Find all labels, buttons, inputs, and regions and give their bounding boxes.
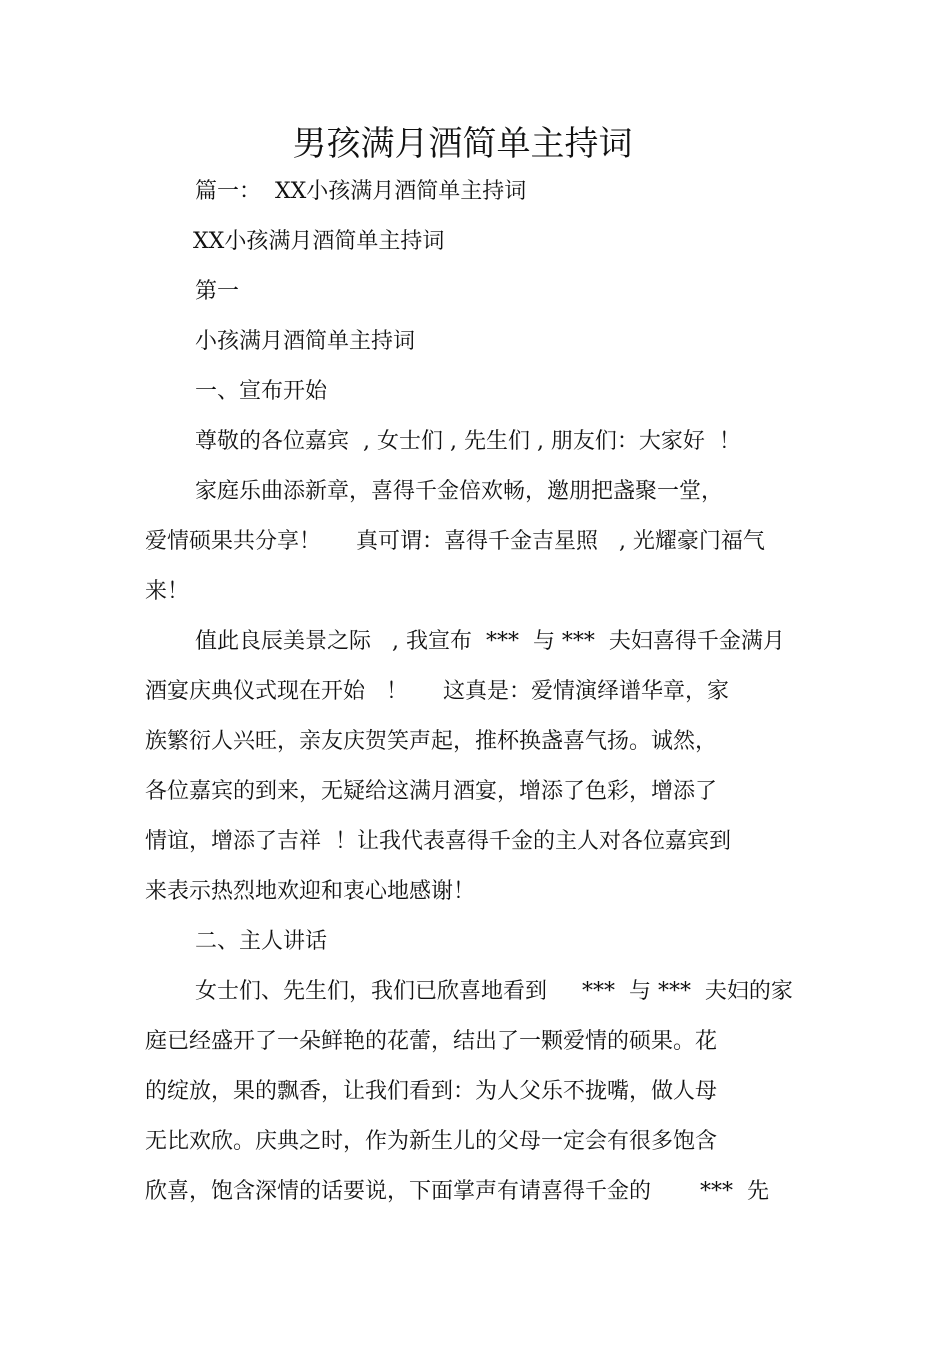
document-title: 男孩满月酒简单主持词 — [292, 124, 633, 164]
section-heading: 二、主人讲话 — [195, 929, 328, 954]
paragraph-line: 欣喜，饱含深情的话要说，下面掌声有请喜得千金的 *** 先 — [145, 1179, 769, 1204]
paragraph-line: 来表示热烈地欢迎和衷心地感谢！ — [145, 879, 476, 904]
paragraph-line: 爱情硕果共分享！ 真可谓：喜得千金吉星照 , 光耀豪门福气 — [145, 529, 765, 554]
paragraph-line: 的绽放，果的飘香，让我们看到：为人父乐不拢嘴，做人母 — [145, 1079, 718, 1104]
paragraph-line: 值此良辰美景之际 , 我宣布 *** 与 *** 夫妇喜得千金满月 — [195, 629, 785, 654]
paragraph-line: 情谊，增添了吉祥 ！让我代表喜得千金的主人对各位嘉宾到 — [145, 829, 731, 854]
paragraph-line: 各位嘉宾的到来，无疑给这满月酒宴，增添了色彩，增添了 — [145, 779, 718, 804]
paragraph-line: 家庭乐曲添新章，喜得千金倍欢畅，邀朋把盏聚一堂， — [195, 479, 724, 504]
subtitle-line: 小孩满月酒简单主持词 — [195, 329, 416, 354]
paragraph-line: 庭已经盛开了一朵鲜艳的花蕾，结出了一颗爱情的硕果。花 — [145, 1029, 718, 1054]
paragraph-line: 酒宴庆典仪式现在开始 ！ 这真是：爱情演绎谱华章，家 — [145, 679, 729, 704]
paragraph-line: 族繁衍人兴旺，亲友庆贺笑声起，推杯换盏喜气扬。诚然， — [145, 729, 718, 754]
subtitle-line: XX小孩满月酒简单主持词 — [193, 229, 445, 254]
section-label: 第一 — [195, 279, 240, 304]
paragraph-line: 女士们、先生们，我们已欣喜地看到 *** 与 *** 夫妇的家 — [195, 979, 793, 1004]
paragraph-line: 来！ — [145, 579, 190, 604]
section-heading: 一、宣布开始 — [195, 379, 328, 404]
paragraph-line: 无比欢欣。庆典之时，作为新生儿的父母一定会有很多饱含 — [145, 1129, 718, 1154]
paragraph-line: 尊敬的各位嘉宾 , 女士们 , 先生们 , 朋友们：大家好 ！ — [195, 429, 741, 454]
chapter-heading: 篇一： XX小孩满月酒简单主持词 — [195, 179, 527, 204]
